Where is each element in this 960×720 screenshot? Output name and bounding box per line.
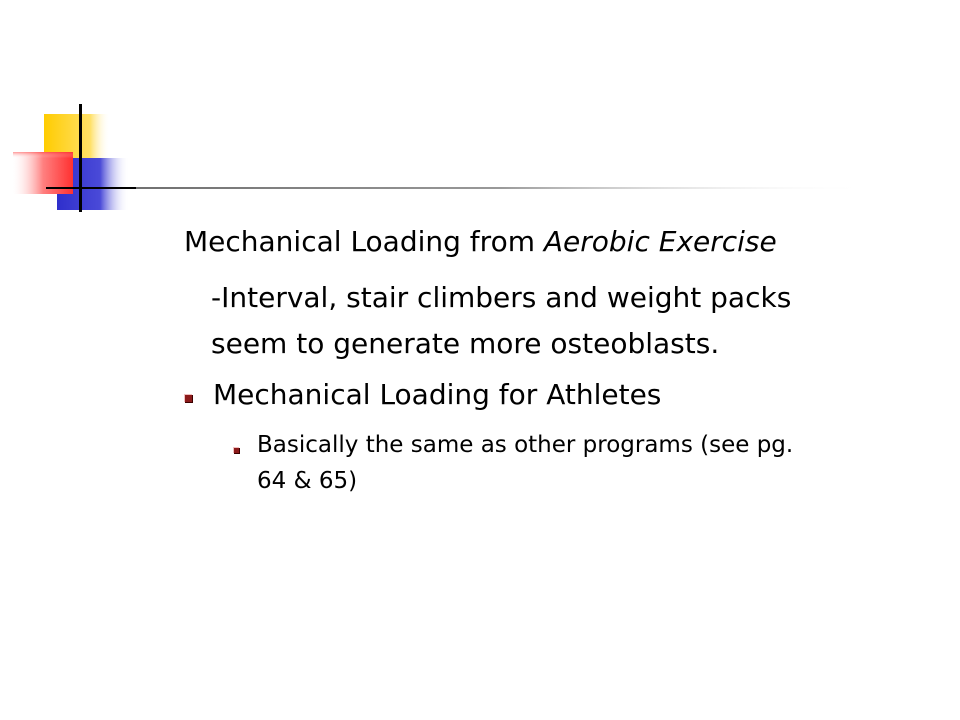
heading-line <box>184 219 777 265</box>
sub-bullet-line-1: Basically the same as other programs (see pg. <box>257 432 794 458</box>
square-bullet-icon <box>184 394 192 402</box>
heading-plain-text: Mechanical Loading from <box>184 225 544 258</box>
sub-text-line-2: seem to generate more osteoblasts. <box>211 327 720 360</box>
bullet-item-athletes: Mechanical Loading for Athletes <box>213 378 662 411</box>
sub-text-line-1: -Interval, stair climbers and weight packs <box>211 281 792 314</box>
square-bullet-icon <box>233 447 239 453</box>
heading-italic-text: Aerobic Exercise <box>543 225 777 258</box>
sub-bullet-line-2: 64 & 65) <box>257 468 358 494</box>
